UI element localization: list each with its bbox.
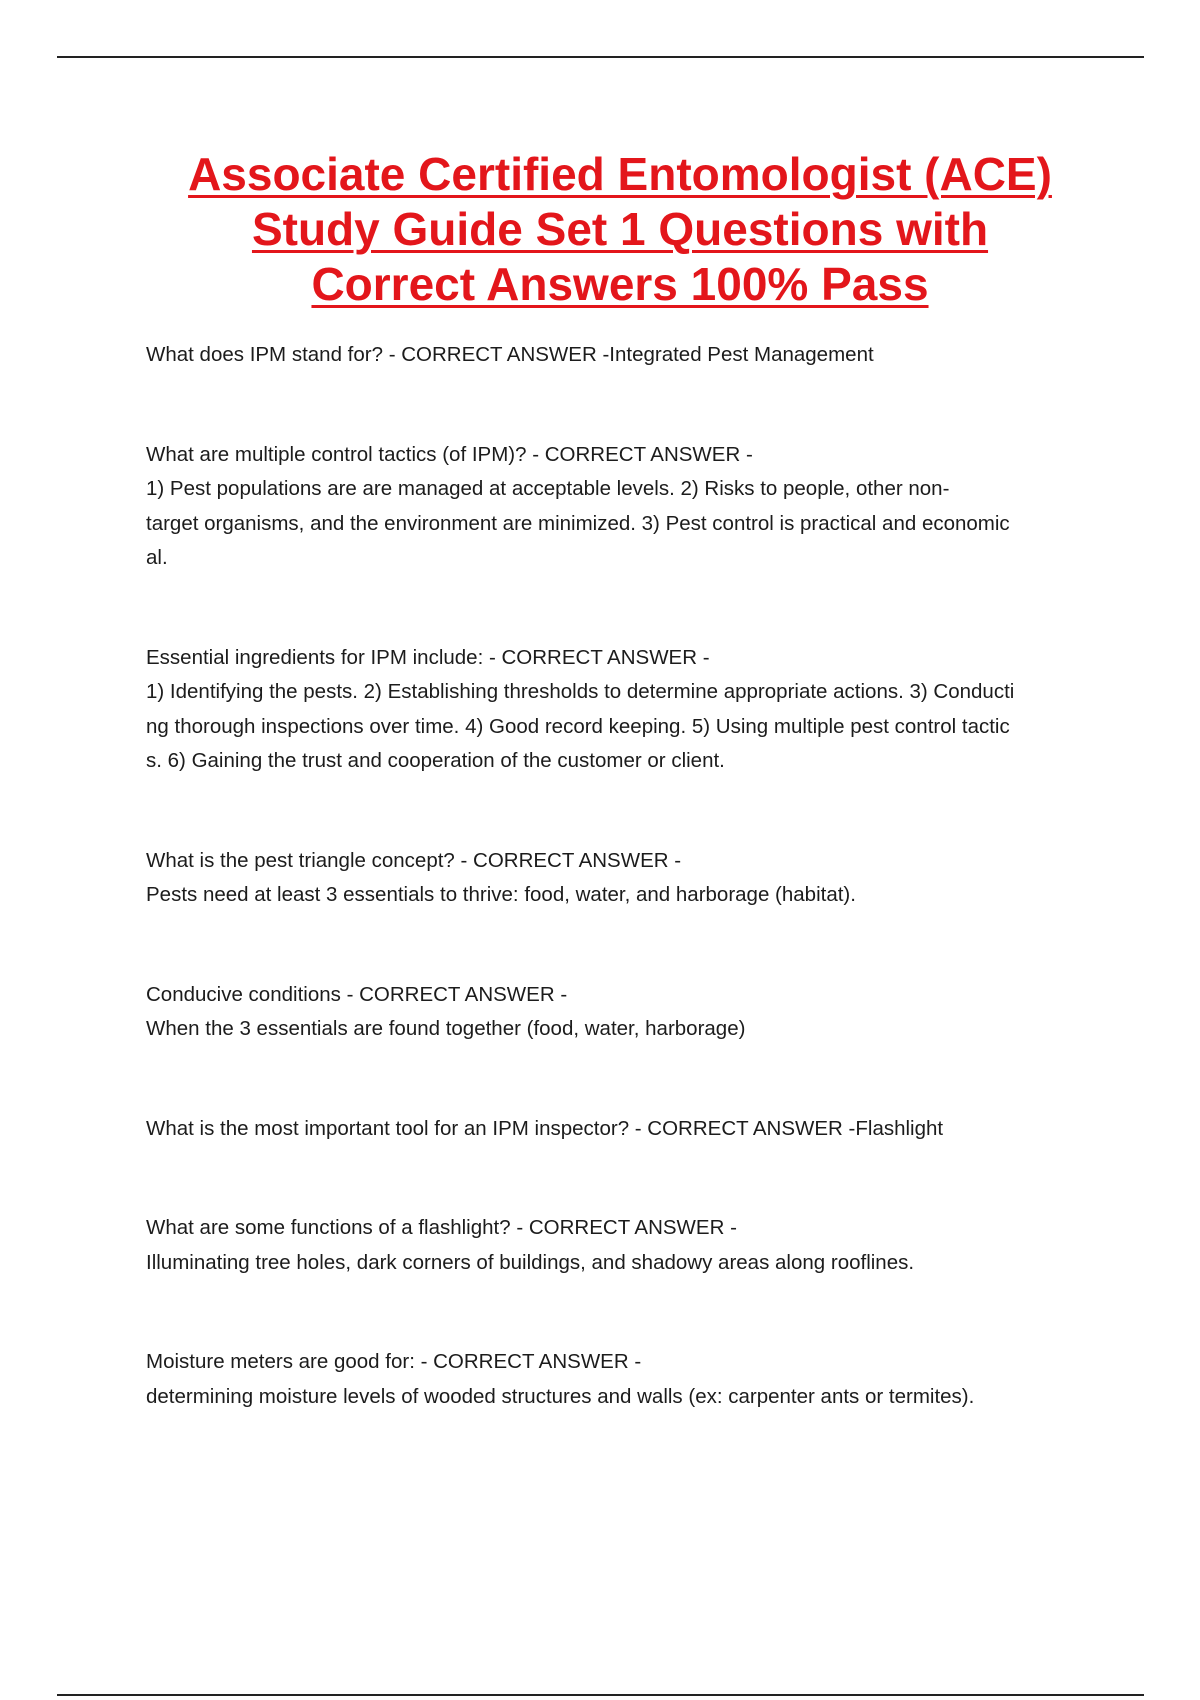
qa-text-line: What is the most important tool for an IPM inspector? - CORRECT ANSWER -Flashlight [146, 1116, 944, 1140]
qa-text-line: What are multiple control tactics (of IPM)? - CORRECT ANSWER - [146, 442, 753, 466]
title-line: Correct Answers 100% Pass [311, 258, 929, 310]
qa-text-line: s. 6) Gaining the trust and cooperation of the customer or client. [146, 749, 725, 772]
qa-text-line: Illuminating tree holes, dark corners of buildings, and shadowy areas along rooflines. [146, 1250, 915, 1274]
title-line: Study Guide Set 1 Questions with [251, 203, 989, 255]
qa-text-line: Essential ingredients for IPM include: - CORRECT ANSWER - [146, 645, 710, 669]
qa-text-line: determining moisture levels of wooded structures and walls (ex: carpenter ants or termites). [146, 1384, 975, 1408]
qa-text-line: Conducive conditions - CORRECT ANSWER - [146, 982, 568, 1006]
qa-text-line: al. [146, 546, 168, 569]
qa-text-line: What are some functions of a flashlight? - CORRECT ANSWER - [146, 1216, 737, 1239]
qa-item [146, 1112, 1096, 1147]
qa-text-line: target organisms, and the environment are minimized. 3) Pest control is practical and economic [146, 511, 1010, 535]
qa-text-line: What is the pest triangle concept? - CORRECT ANSWER - [146, 848, 682, 872]
document-title [90, 147, 1150, 312]
qa-item [146, 1345, 1096, 1414]
qa-item [146, 338, 1096, 373]
qa-text-line: 1) Pest populations are are managed at acceptable levels. 2) Risks to people, other non- [146, 477, 950, 500]
qa-item [146, 1211, 1096, 1280]
qa-text-line: ng thorough inspections over time. 4) Good record keeping. 5) Using multiple pest control tactic [146, 714, 1010, 738]
title-line: Associate Certified Entomologist (ACE) [188, 148, 1052, 200]
qa-item [146, 641, 1096, 779]
qa-item [146, 438, 1096, 576]
qa-list [146, 338, 1096, 1414]
qa-text-line: 1) Identifying the pests. 2) Establishing thresholds to determine appropriate actions. 3) Conducti [146, 680, 1015, 703]
qa-text-line: When the 3 essentials are found together (food, water, harborage) [146, 1017, 746, 1040]
top-rule [57, 56, 1144, 58]
qa-text-line: What does IPM stand for? - CORRECT ANSWER -Integrated Pest Management [146, 343, 874, 366]
qa-item [146, 978, 1096, 1047]
qa-text-line: Moisture meters are good for: - CORRECT ANSWER - [146, 1350, 642, 1373]
bottom-rule [57, 1694, 1144, 1696]
qa-text-line: Pests need at least 3 essentials to thrive: food, water, and harborage (habitat). [146, 883, 856, 906]
qa-item [146, 844, 1096, 913]
